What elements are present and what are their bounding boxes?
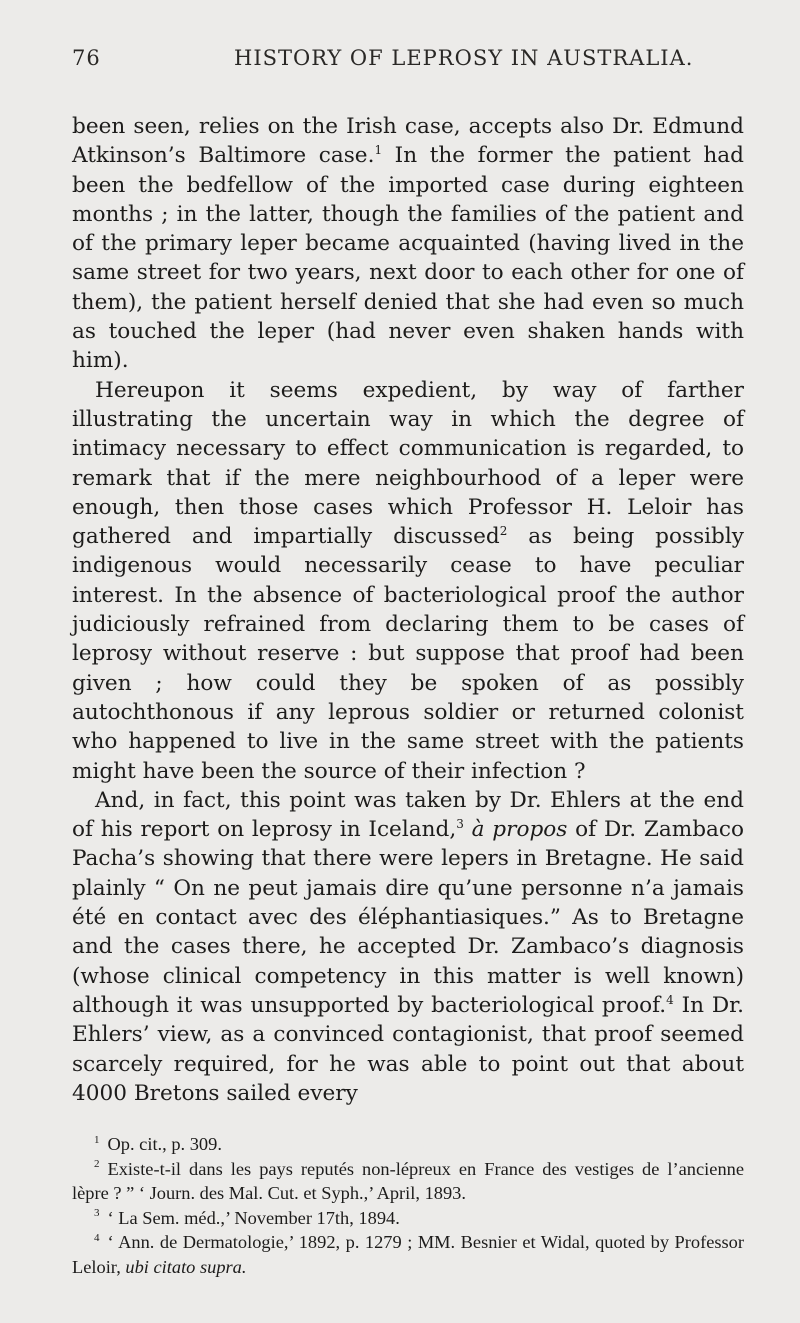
footnote-3: $^3$ ‘ La Sem. méd.,’ November 17th, 1894. [94, 1207, 400, 1228]
footnote-4: $^4$ ‘ Ann. de Dermatologie,’ 1892, p. 1279 ; MM. Besnier et Widal, quoted by Professor Leloir, ubi citato supra. [72, 1231, 744, 1277]
running-head [72, 46, 744, 86]
footnote-2: $^2$ Existe-t-il dans les pays reputés non-lépreux en France des vestiges de l’ancienne lèpre ? ” ‘ Journ. des Mal. Cut. et Syph.,’ April, 1893. [72, 1158, 744, 1204]
paragraph-1: been seen, relies on the Irish case, accepts also Dr. Edmund Atkinson’s Baltimore case.$^1$ In the former the patient had been the bedfellow of the imported case during eighteen months ; in the latter, though the families of the patient and of the primary leper became acquainted (having lived in the same street for two years, next door to each other for one of them), the patient herself denied that she had even so much as touched the leper (had never even shaken hands with him). [72, 114, 744, 374]
running-title: HISTORY OF LEPROSY IN AUSTRALIA. [234, 46, 694, 70]
footnote-ref-3[interactable]: 3 [456, 816, 464, 831]
paragraph-2: Hereupon it seems expedient, by way of farther illustrating the uncertain way in which the degree of intimacy necessary to effect communication is regarded, to remark that if the mere neighbourhood of a leper were enough, then those cases which Professor H. Leloir has gathered and impartially discussed$^2$ as being possibly indigenous would necessarily cease to have peculiar interest. In the absence of bacteriological proof the author judiciously refrained from declaring them to be cases of leprosy without reserve : but suppose that proof had been given ; how could they be spoken of as possibly autochthonous if any leprous soldier or returned colonist who happened to live in the same street with the patients might have been the source of their infection ? [72, 377, 744, 784]
page-number: 76 [72, 46, 101, 70]
body-text [72, 112, 744, 1108]
footnote-1: $^1$ Op. cit., p. 309. [94, 1133, 222, 1155]
footnote-ref-1[interactable]: 1 [374, 143, 383, 158]
footnote-ref-2[interactable]: 2 [499, 523, 508, 538]
paragraph-3: And, in fact, this point was taken by Dr. Ehlers at the end of his report on leprosy in Iceland,$^3$ à propos of Dr. Zambaco Pacha’s showing that there were lepers in Bretagne. He said plainly “ On ne peut jamais dire qu’une personne n’a jamais été en contact avec des éléphantiasiques.” As to Bretagne and the cases there, he accepted Dr. Zambaco’s diagnosis (whose clinical competency in this matter is well known) although it was unsupported by bacteriological proof.$^4$ In Dr. Ehlers’ view, as a convinced contagionist, that proof seemed scarcely required, for he was able to point out that about 4000 Bretons sailed every [72, 787, 745, 1106]
footnote-ref-4[interactable]: 4 [666, 992, 674, 1007]
footnotes [72, 1132, 744, 1279]
